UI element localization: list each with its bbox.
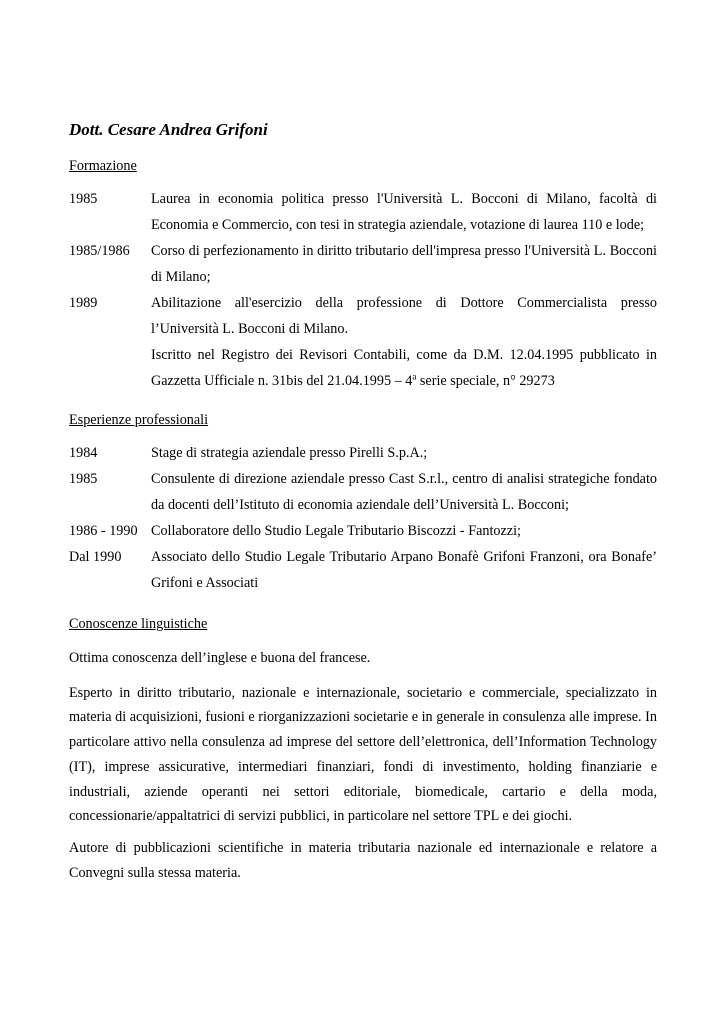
registro-text	[151, 347, 657, 389]
autore-paragraph: Autore di pubblicazioni scientifiche in materia tributaria nazionale ed internazionale e relatore a Convegni sulla stessa materia.	[69, 839, 657, 881]
entry-description: Laurea in economia politica presso l'Università L. Bocconi di Milano, facoltà di Economia e Commercio, con tesi in strategia aziendale, votazione di laurea 110 e lode;	[151, 191, 657, 233]
entry-year: 1986 - 1990	[69, 523, 138, 539]
formazione-list	[69, 186, 657, 394]
entry-description: Associato dello Studio Legale Tributario Arpano Bonafè Grifoni Franzoni, ora Bonafe’ Grifoni e Associati	[151, 549, 657, 591]
entry-description: Consulente di direzione aziendale presso Cast S.r.l., centro di analisi strategiche fondato da docenti dell’Istituto di economia aziendale dell’Università L. Bocconi;	[151, 471, 657, 513]
esperienza-entry	[69, 440, 657, 466]
section-title-esperienze: Esperienze professionali	[69, 412, 209, 428]
entry-year: Dal 1990	[69, 549, 122, 565]
entry-year: 1985/1986	[69, 243, 130, 259]
esperienze-list	[69, 440, 657, 596]
esperienza-entry	[69, 466, 657, 518]
section-title-conoscenze: Conoscenze linguistiche	[69, 616, 208, 632]
entry-year: 1984	[69, 445, 98, 461]
formazione-entry	[69, 290, 657, 394]
entry-description: Corso di perfezionamento in diritto tributario dell'impresa presso l'Università L. Bocconi di Milano;	[151, 243, 657, 285]
entry-year: 1985	[69, 191, 98, 207]
formazione-entry	[69, 186, 657, 238]
cv-page	[69, 118, 657, 885]
entry-description	[151, 290, 657, 394]
esperienza-entry	[69, 544, 657, 596]
abilitazione-text: Abilitazione all'esercizio della professione di Dottore Commercialista presso l’Università L. Bocconi di Milano.	[151, 295, 657, 337]
registro-text-main: Iscritto nel Registro dei Revisori Contabili, come da D.M. 12.04.1995 pubblicato in Gazzetta Ufficiale n. 31bis del 21.04.1995 – 4	[151, 347, 657, 389]
person-name: Dott. Cesare Andrea Grifoni	[69, 120, 268, 139]
entry-year: 1989	[69, 295, 98, 311]
lingue-paragraph: Ottima conoscenza dell’inglese e buona del francese.	[69, 650, 371, 666]
esperto-paragraph: Esperto in diritto tributario, nazionale e internazionale, societario e commerciale, specializzato in materia di acquisizioni, fusioni e riorganizzazioni societarie e in generale in consulenza alle imprese. In particolare attivo nella consulenza ad imprese del settore dell’elettronica, dell’Information Technology (IT), imprese assicurative, intermediari finanziari, fondi di investimento, holding finanziarie e industriali, aziende operanti nei settori editoriale, biomedicale, cartario e della moda, concessionarie/appaltatrici di servizi pubblici, in particolare nel settore TPL e dei giochi.	[69, 684, 657, 825]
registro-superscript: a	[412, 371, 417, 382]
esperienza-entry	[69, 518, 657, 544]
registro-text-end: serie speciale, n° 29273	[416, 373, 555, 389]
entry-description: Stage di strategia aziendale presso Pirelli S.p.A.;	[151, 445, 428, 461]
entry-description: Collaboratore dello Studio Legale Tributario Biscozzi - Fantozzi;	[151, 523, 521, 539]
formazione-entry	[69, 238, 657, 290]
section-title-formazione: Formazione	[69, 158, 137, 174]
entry-year: 1985	[69, 471, 98, 487]
